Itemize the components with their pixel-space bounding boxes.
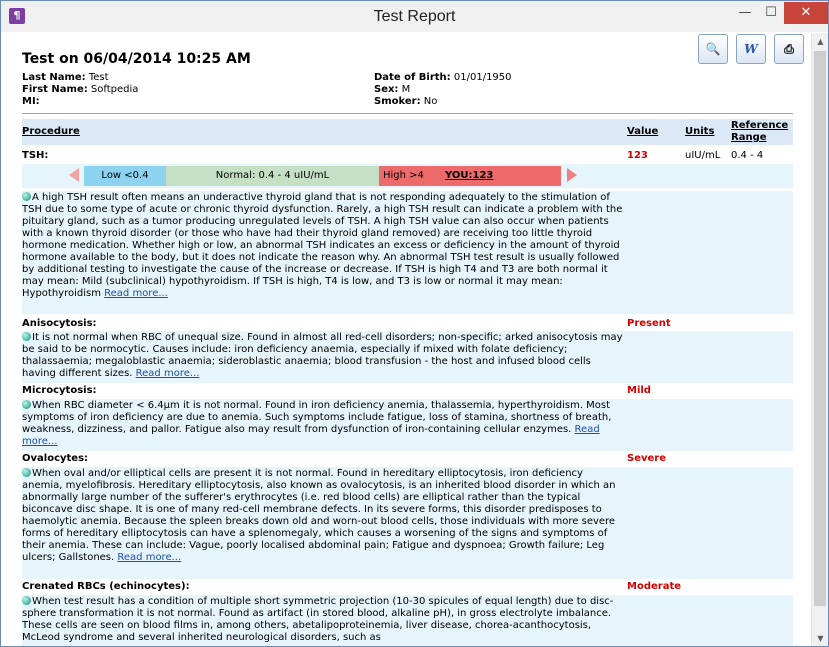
smoker-row [374,96,437,107]
tsh-description [22,191,793,314]
microcytosis-read-more-link[interactable]: Read more... [22,424,600,447]
microcytosis-description-text: When RBC diameter < 6.4μm it is not normal. Found in iron deficiency anemia, thalassemia, hyperthyroidism. Most symptoms of iron deficiency are due to anemia. Such symptoms include fatigue, loss of stamina, shortness of breath, weakness, dizziness, and pallor. Fatigue also may result from dysfunction of iron-containing cellular enzymes. [22,400,612,435]
ovalocytes-read-more-link[interactable]: Read more... [117,552,182,563]
mi-row [22,96,40,107]
ovalocytes-description-text: When oval and/or elliptical cells are present it is not normal. Found in hereditary elliptocytosis, iron deficiency anemia, myelofibrosis. Hereditary elliptocytosis, also known as ovalocytosis, is an inherited blood disorder in which an abnormally large number of the sufferer's erythrocytes (i.e. red blood cells) are elliptical rather than the typical biconcave disc shape. It is one of many red-cell membrane defects. In its severe forms, this disorder predisposes to haemolytic anemia. Because the spleen breaks down old and worn-out blood cells, those individuals with more severe forms of hereditary elliptocytosis can have a splenomegaly, which causes a worsening of the signs and symptoms of their anemia. These can include: Vague, poorly localised abdominal pain; Fatigue and dyspnoea; Growth failure; Leg ulcers; Gallstones. [22,468,616,563]
microcytosis-value: Mild [627,385,651,396]
smoker-label: Smoker: [374,96,421,107]
tsh-reference-range: 0.4 - 4 [731,150,764,161]
tsh-read-more-link[interactable]: Read more... [104,288,168,299]
crenated-value: Moderate [627,581,682,592]
page-title: Test on 06/04/2014 10:25 AM [22,51,251,67]
print-preview-button[interactable] [698,34,728,64]
tsh-units: uIU/mL [685,150,721,161]
info-bullet-icon [22,468,31,477]
dob-value: 01/01/1950 [453,72,512,83]
range-normal-segment: Normal: 0.4 - 4 uIU/mL [166,166,379,186]
print-preview-icon: 🔍 [705,42,721,56]
range-high-label: High >4 [383,170,424,181]
scroll-up-icon[interactable]: ▲ [817,37,824,46]
ovalocytes-label: Ovalocytes: [22,453,89,464]
microcytosis-label: Microcytosis: [22,385,97,396]
vertical-scrollbar[interactable] [811,33,829,647]
sex-value: M [401,84,411,95]
first-name-label: First Name: [22,84,88,95]
sex-label: Sex: [374,84,399,95]
minimize-button[interactable]: — [738,5,752,20]
sex-row [374,84,410,95]
first-name-value: Softpedia [90,84,139,95]
crenated-label: Crenated RBCs (echinocytes): [22,581,190,592]
first-name-row [22,84,138,95]
info-bullet-icon [22,192,31,201]
anisocytosis-description [22,331,793,383]
last-name-row [22,72,109,83]
crenated-description [22,595,793,647]
info-bullet-icon [22,332,31,341]
units-column-header[interactable]: Units [685,126,715,137]
info-bullet-icon [22,596,31,605]
report-content [10,33,810,647]
app-icon[interactable]: ¶ [9,8,25,24]
procedure-column-header[interactable]: Procedure [22,126,80,137]
range-high-segment [379,166,561,186]
close-button[interactable]: ✕ [784,2,828,24]
range-low-segment: Low <0.4 [84,166,166,186]
word-export-icon: W [744,42,758,56]
your-result-marker: YOU:123 [445,170,494,181]
divider [22,113,793,114]
mi-label: MI: [22,96,40,107]
anisocytosis-description-text: It is not normal when RBC of unequal size. Found in almost all red-cell disorders; non-specific; arked anisocytosis may be said to be normocytic. Causes include: iron deficiency anaemia, especially if mixed with folate deficiency; thalassaemia; megaloblastic anaemia; sideroblastic anaemia; blood transfusion - the host and infused blood cells having different sizes. [22,332,623,379]
ovalocytes-description [22,467,793,579]
dob-label: Date of Birth: [374,72,451,83]
scrollbar-thumb[interactable] [814,51,826,606]
printer-icon: ⎙ [784,42,794,56]
dob-row [374,72,512,83]
ovalocytes-value: Severe [627,453,666,464]
crenated-description-text: When test result has a condition of multiple short symmetric projection (10-30 spicules of equal length) due to disc-sphere transformation it is not normal. Found as artifact (in stored blood, alkaline pH), in gross electrolyte imbalance. These cells are seen on blood films in, among others, abetalipoproteinemia, liver disease, chorea-acanthocytosis, McLeod syndrome and several inherited neurological disorders, such as [22,596,614,643]
anisocytosis-label: Anisocytosis: [22,318,97,329]
export-word-button[interactable] [736,34,766,64]
tsh-label: TSH: [22,150,49,161]
smoker-value: No [423,96,438,107]
title-bar [1,1,828,32]
window-title: Test Report [373,8,456,25]
reference-column-header-line1[interactable]: Reference [731,120,789,131]
last-name-label: Last Name: [22,72,86,83]
scroll-down-icon[interactable]: ▼ [817,634,824,643]
maximize-button[interactable]: ☐ [765,5,777,20]
anisocytosis-value: Present [627,318,671,329]
arrow-left-icon [69,168,79,182]
value-column-header[interactable]: Value [627,126,659,137]
tsh-description-text: A high TSH result often means an underactive thyroid gland that is not responding adequately to the stimulation of TSH due to some type of acute or chronic thyroid dysfunction. Rarely, a high TSH result can indicate a problem with the pituitary gland, such as a tumor producing unregulated levels of TSH. A high TSH value can also occur when patients with a known thyroid disorder (or those who have had their thyroid gland removed) are receiving too little thyroid hormone medication. Whether high or low, an abnormal TSH indicates an excess or deficiency in the amount of thyroid hormone available to the body, but it does not indicate the reason why. An abnormal TSH test result is usually followed by additional testing to investigate the cause of the increase or decrease. If TSH is high T4 and T3 are both normal it may mean: Mild (subclinical) hypothyroidism. If TSH is high, T4 is low, and T3 is low or normal it may mean: Hypothyroidism [22,192,623,299]
print-button[interactable] [774,34,804,64]
anisocytosis-read-more-link[interactable]: Read more... [135,368,200,379]
reference-column-header-line2[interactable]: Range [731,132,767,143]
info-bullet-icon [22,400,31,409]
table-header [22,119,793,145]
last-name-value: Test [88,72,109,83]
arrow-right-icon [567,168,577,182]
tsh-range-bar [22,164,793,188]
microcytosis-description [22,399,793,451]
tsh-value: 123 [627,150,648,161]
